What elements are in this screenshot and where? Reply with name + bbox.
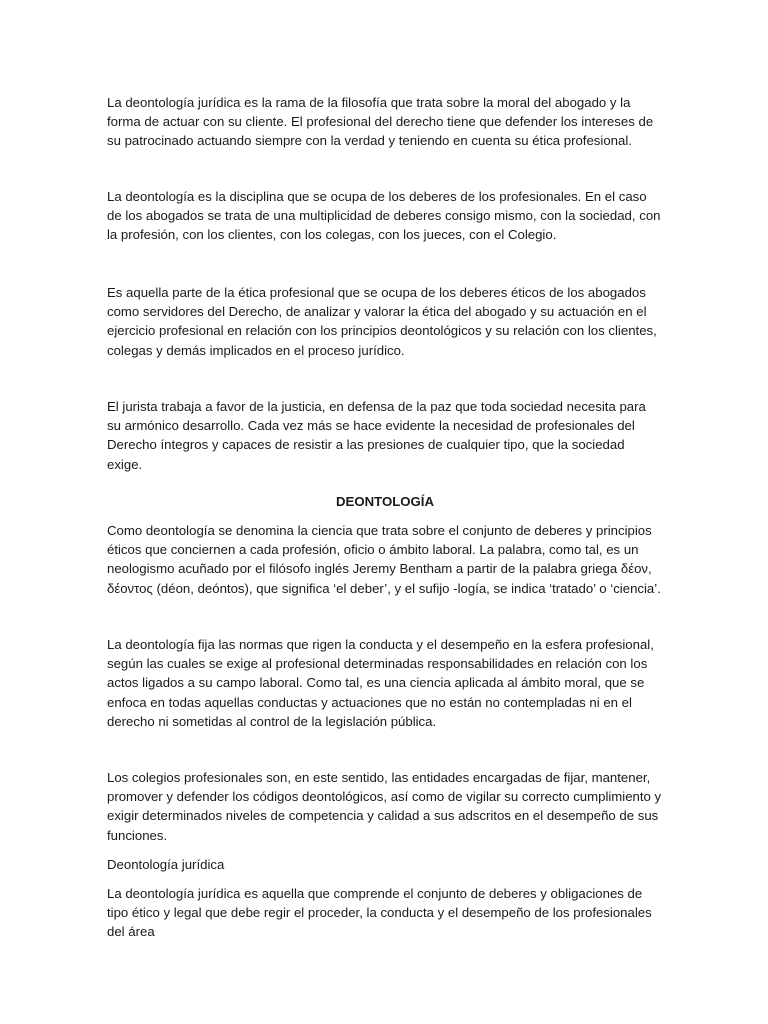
section-heading: DEONTOLOGÍA bbox=[336, 494, 434, 509]
paragraph-jurist-justice: El jurista trabaja a favor de la justicia, en defensa de la paz que toda sociedad necesita para su armónico desarrollo. Cada vez más se hace evidente la necesidad de profesionales del Derecho íntegros y capaces de resistir a las presiones de cualquier tipo, que la sociedad exige. bbox=[107, 399, 646, 472]
paragraph-deontology-norms: La deontología fija las normas que rigen la conducta y el desempeño en la esfera profesional, según las cuales se exige al profesional determinadas responsabilidades en relación con los actos ligados a su campo laboral. Como tal, es una ciencia aplicada al ámbito moral, que se enfoca en todas aquellas conductas y actuaciones que no están no contempladas ni en el derecho ni sometidas al control de la legislación pública. bbox=[107, 637, 654, 729]
paragraph-professional-ethics: Es aquella parte de la ética profesional que se ocupa de los deberes éticos de los abogados como servidores del Derecho, de analizar y valorar la ética del abogado y su actuación en el ejercicio profesional en relación con los principios deontológicos y su relación con los clientes, colegas y demás implicados en el proceso jurídico. bbox=[107, 285, 657, 358]
paragraph-deontology-definition: Como deontología se denomina la ciencia que trata sobre el conjunto de deberes y principios éticos que conciernen a cada profesión, oficio o ámbito laboral. La palabra, como tal, es un neologismo acuñado por el filósofo inglés Jeremy Bentham a partir de la palabra griega δέον, δέοντος (déon, deóntos), que significa ‘el deber’, y el sufijo -logía, se indica ‘tratado’ o ‘ciencia’. bbox=[107, 523, 661, 596]
paragraph-duties-of-professionals: La deontología es la disciplina que se ocupa de los deberes de los profesionales. En el caso de los abogados se trata de una multiplicidad de deberes consigo mismo, con la sociedad, con la profesión, con los clientes, con los colegas, con los jueces, con el Colegio. bbox=[107, 189, 661, 243]
paragraph-legal-deontology: La deontología jurídica es aquella que comprende el conjunto de deberes y obligaciones de tipo ético y legal que debe regir el proceder, la conducta y el desempeño de los profesionales del área bbox=[107, 886, 652, 940]
subheading-legal-deontology: Deontología jurídica bbox=[107, 857, 225, 872]
paragraph-intro-definition: La deontología jurídica es la rama de la filosofía que trata sobre la moral del abogado y la forma de actuar con su cliente. El profesional del derecho tiene que defender los intereses de su patrocinado actuando siempre con la verdad y teniendo en cuenta su ética profesional. bbox=[107, 95, 654, 149]
paragraph-professional-colleges: Los colegios profesionales son, en este sentido, las entidades encargadas de fijar, mantener, promover y defender los códigos deontológicos, así como de vigilar su correcto cumplimiento y exigir determinados niveles de competencia y calidad a sus adscritos en el desempeño de sus funciones. bbox=[107, 770, 662, 843]
